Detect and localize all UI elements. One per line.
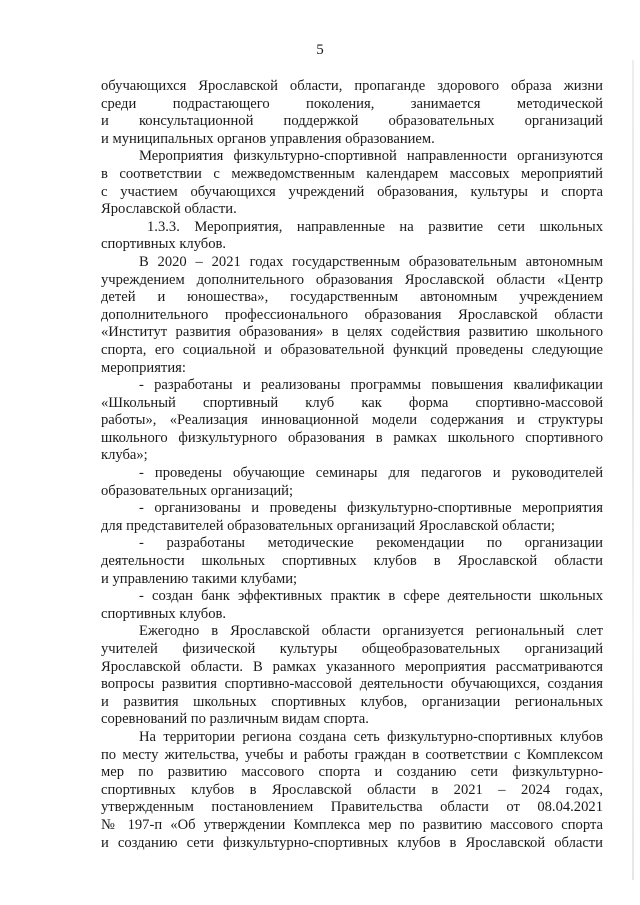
text-line: и консультационной поддержкой образовательных организаций bbox=[101, 113, 603, 130]
text-line: Ярославской области. В рамках указанного мероприятия рассматриваются bbox=[101, 658, 603, 675]
text-line: спорта, его социальной и образовательной функций проведены следующие bbox=[101, 341, 603, 358]
text-line: дополнительного профессионального образования Ярославской области bbox=[101, 306, 603, 323]
text-line: детей и юношества», государственным автономным учреждением bbox=[101, 289, 603, 306]
text-line: и управлению такими клубами; bbox=[101, 570, 298, 587]
text-line: и развития школьных спортивных клубов, организации региональных bbox=[101, 693, 603, 710]
text-line: Ярославской области. bbox=[101, 201, 237, 218]
text-line: клуба»; bbox=[101, 447, 148, 464]
page-number: 5 bbox=[316, 42, 324, 58]
text-line: «Школьный спортивный клуб как форма спортивно-массовой bbox=[101, 394, 603, 411]
text-line: - проведены обучающие семинары для педагогов и руководителей bbox=[139, 465, 603, 482]
text-line: среди подрастающего поколения, занимается методической bbox=[101, 95, 603, 112]
text-line: для представителей образовательных организаций Ярославской области; bbox=[101, 517, 555, 534]
text-line: деятельности школьных спортивных клубов в Ярославской области bbox=[101, 553, 603, 570]
text-line: обучающихся Ярославской области, пропаганде здорового образа жизни bbox=[101, 78, 603, 94]
text-line: школьного физкультурного образования в рамках школьного спортивного bbox=[101, 429, 603, 446]
text-line: мер по развитию массового спорта и созданию сети физкультурно- bbox=[101, 764, 603, 781]
text-line: - создан банк эффективных практик в сфере деятельности школьных bbox=[139, 588, 603, 605]
body-text bbox=[101, 78, 603, 852]
text-line: утвержденным постановлением Правительства области от 08.04.2021 bbox=[101, 799, 603, 816]
text-line: - разработаны и реализованы программы повышения квалификации bbox=[139, 377, 603, 394]
text-line: мероприятия: bbox=[101, 359, 186, 376]
text-line: - разработаны методические рекомендации по организации bbox=[139, 535, 603, 552]
text-line: образовательных организаций; bbox=[101, 482, 294, 499]
text-line: № 197-п «Об утверждении Комплекса мер по развитию массового спорта bbox=[101, 816, 603, 833]
text-line: На территории региона создана сеть физкультурно-спортивных клубов bbox=[139, 728, 603, 745]
text-line: по месту жительства, учебы и работы граждан в соответствии с Комплексом bbox=[101, 746, 603, 763]
text-line: - организованы и проведены физкультурно-спортивные мероприятия bbox=[139, 500, 603, 517]
text-line: в соответствии с межведомственным календарем массовых мероприятий bbox=[101, 165, 603, 182]
text-line: работы», «Реализация инновационной модели содержания и структуры bbox=[101, 412, 603, 429]
text-line: и муниципальных органов управления образованием. bbox=[101, 130, 435, 147]
text-line: вопросы развития спортивно-массовой деятельности обучающихся, создания bbox=[101, 676, 603, 693]
text-line: и созданию сети физкультурно-спортивных клубов в Ярославской области bbox=[101, 834, 603, 851]
text-line: учреждением дополнительного образования Ярославской области «Центр bbox=[101, 271, 603, 288]
text-line: соревнований по различным видам спорта. bbox=[101, 711, 369, 728]
text-line: Мероприятия физкультурно-спортивной направленности организуются bbox=[139, 148, 603, 165]
text-line: с участием обучающихся учреждений образования, культуры и спорта bbox=[101, 183, 603, 200]
text-line: В 2020 – 2021 годах государственным образовательным автономным bbox=[139, 253, 603, 270]
text-line: 1.3.3. Мероприятия, направленные на развитие сети школьных bbox=[147, 218, 603, 235]
text-line: Ежегодно в Ярославской области организуется региональный слет bbox=[139, 623, 603, 640]
scan-edge-artifact bbox=[632, 60, 634, 880]
text-line: «Институт развития образования» в целях содействия развитию школьного bbox=[101, 324, 603, 341]
text-line: учителей физической культуры общеобразовательных организаций bbox=[101, 641, 603, 657]
text-line: спортивных клубов. bbox=[101, 236, 227, 253]
text-line: спортивных клубов. bbox=[101, 605, 227, 622]
text-line: спортивных клубов в Ярославской области в 2021 – 2024 годах, bbox=[101, 781, 603, 798]
